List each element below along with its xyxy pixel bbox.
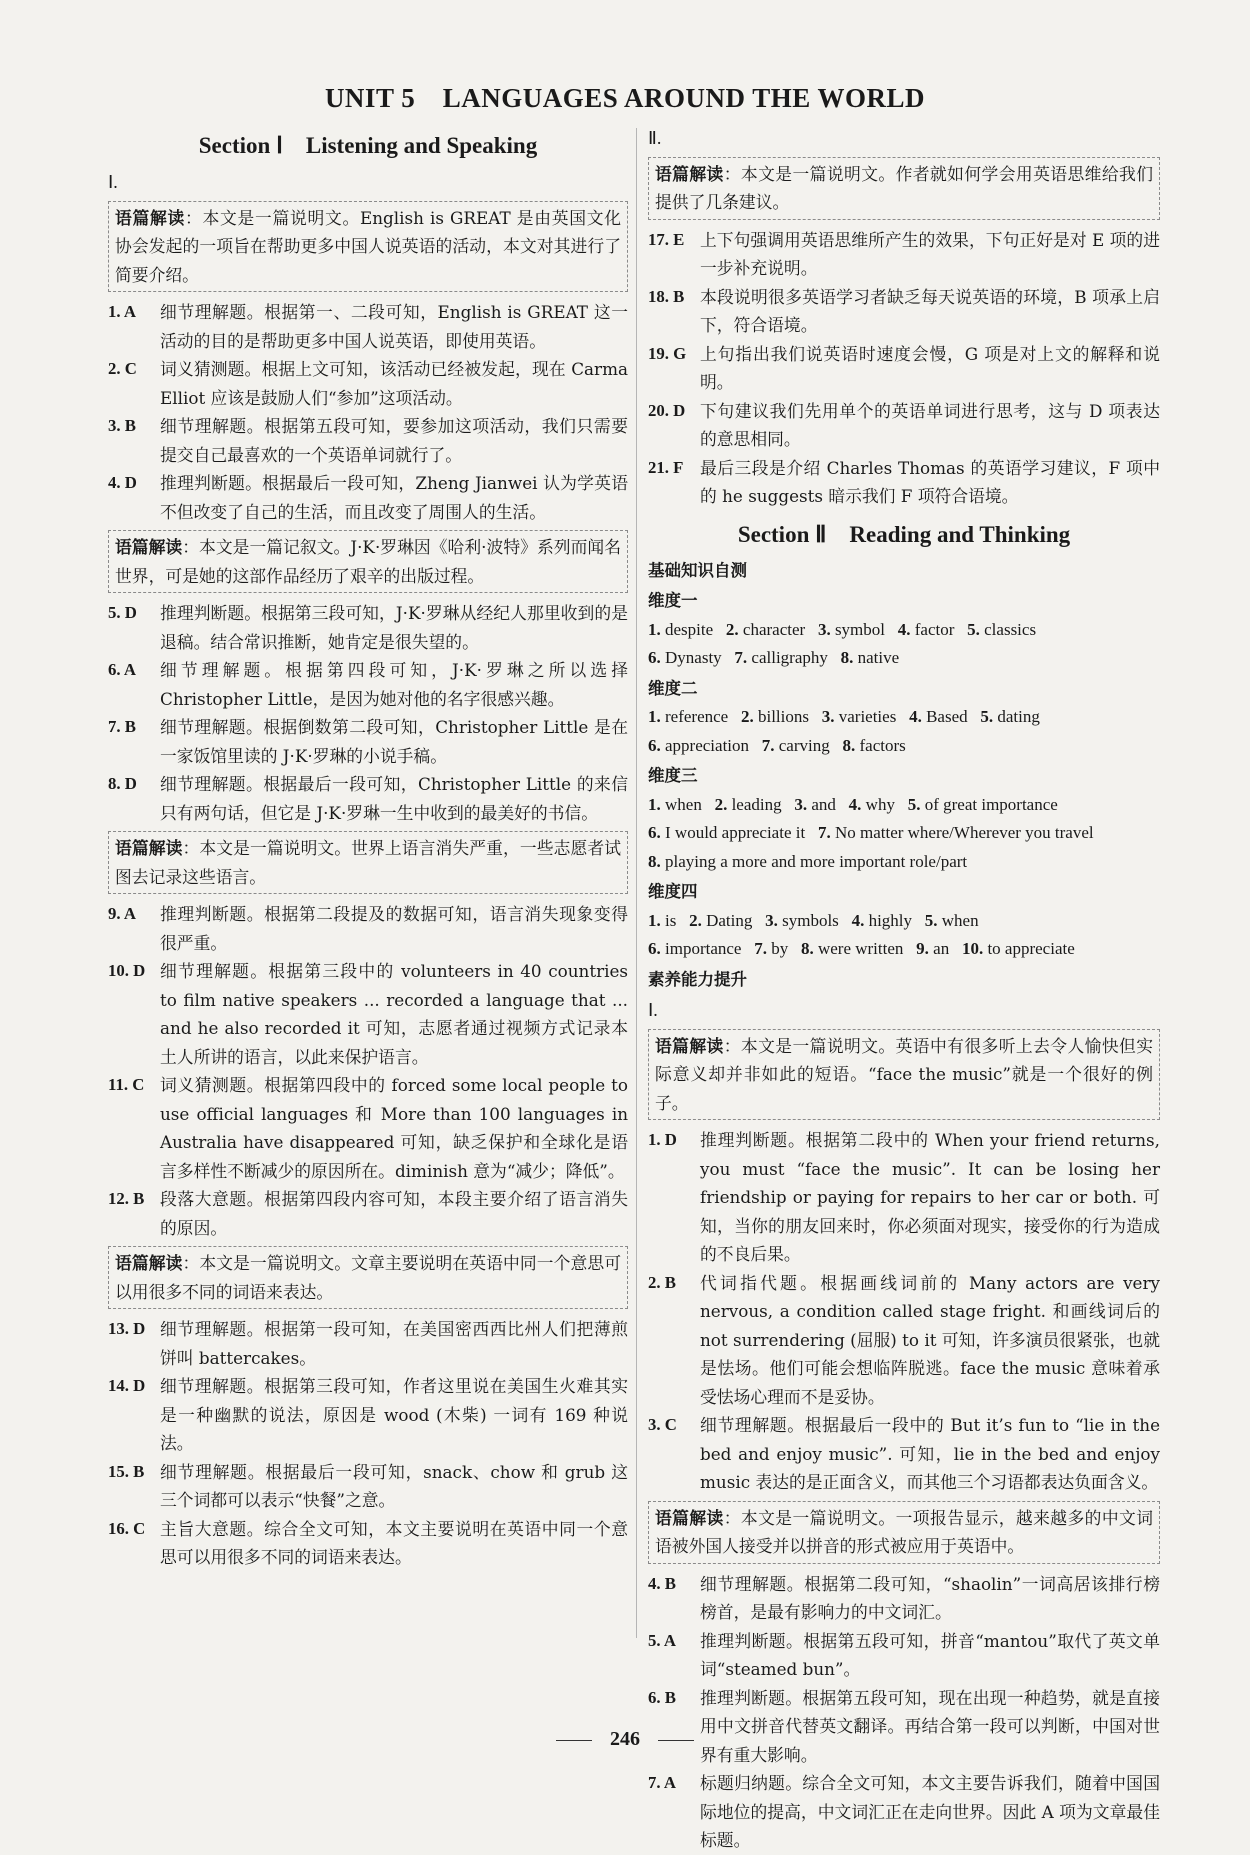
page-footer: [0, 1728, 1250, 1751]
answer-explanation: 细节理解题。根据第三段可知，作者这里说在美国生火难其实是一种幽默的说法，原因是 wood (木柴) 一词有 169 种说法。: [160, 1376, 628, 1453]
answer-explanation: 标题归纳题。综合全文可知，本文主要告诉我们，随着中国国际地位的提高，中文词汇正在走向世界。因此 A 项为文章最佳标题。: [700, 1773, 1160, 1850]
box-label: 语篇解读: [115, 207, 185, 228]
answer-explanation: 细节理解题。根据第一段可知，在美国密西西比州人们把薄煎饼叫 battercakes。: [160, 1319, 628, 1368]
left-column: [108, 122, 628, 1572]
fill-in-line: [648, 907, 1160, 936]
answer-explanation: 细节理解题。根据第三段中的 volunteers in 40 countries to film native speakers ... recorded a language that ... and he also recorded it 可知，志愿者通过视频方式记录本土人所讲的语言，以此来保护语言。: [160, 961, 628, 1067]
answer-number: 7. B: [108, 717, 136, 736]
answer-explanation: 最后三段是介绍 Charles Thomas 的英语学习建议，F 项中的 he suggests 暗示我们 F 项符合语境。: [700, 457, 1160, 506]
answer-explanation: 段落大意题。根据第四段内容可知，本段主要介绍了语言消失的原因。: [160, 1189, 628, 1238]
blank-answer: appreciation: [665, 735, 750, 755]
blank-number: 8.: [648, 851, 661, 871]
answer-list: [648, 226, 1160, 511]
answer-explanation: 代词指代题。根据画线词前的 Many actors are very nervous, a condition called stage fright. 和画线词后的 not surrendering (屈服) to it 可知，许多演员很紧张，也就是怯场。他们可能会想临阵脱逃。face the music 意味着承受怯场心理而不是妥协。: [700, 1272, 1160, 1407]
answer-explanation: 细节理解题。根据最后一段可知，snack、chow 和 grub 这三个词都可以表示“快餐”之意。: [160, 1461, 628, 1510]
blank-answer: carving: [778, 735, 830, 755]
box-label: 语篇解读: [115, 1253, 183, 1273]
blank-answer: native: [857, 648, 900, 667]
blank-answer: Dynasty: [665, 648, 722, 667]
answer-explanation: 推理判断题。根据第二段中的 When your friend returns, you must “face the music”. It can be losing her friendship or paying for repairs to her car or both. 可知，当你的朋友回来时，你必须面对现实，接受你的行为造成的不良后果。: [700, 1130, 1160, 1264]
answer-item: [108, 713, 628, 770]
blank-number: 7.: [754, 939, 767, 958]
blank-answer: importance: [665, 939, 742, 958]
box-label: 语篇解读: [655, 1035, 724, 1056]
answer-number: 9. A: [108, 904, 136, 923]
fill-in-line: [648, 644, 1160, 673]
blank-number: 7.: [734, 648, 748, 667]
blank-number: 7.: [761, 735, 775, 755]
blank-answer: symbol: [834, 619, 885, 639]
blank-number: 6.: [648, 648, 661, 667]
answer-number: 13. D: [108, 1319, 146, 1338]
blank-number: 7.: [817, 823, 831, 842]
page-number: 246: [610, 1728, 640, 1750]
blank-number: 2.: [714, 794, 728, 814]
blank-number: 5.: [980, 707, 994, 726]
fill-in-lines: [648, 907, 1160, 964]
answer-explanation: 细节理解题。根据倒数第二段可知，Christopher Little 是在一家饭馆里读的 J·K·罗琳的小说手稿。: [160, 717, 628, 766]
blank-number: 2.: [725, 619, 739, 639]
passage-analysis-box: [108, 530, 628, 593]
answer-item: [648, 283, 1160, 340]
dimension-2-label: 维度二: [648, 678, 698, 698]
answer-item: [648, 1269, 1160, 1412]
answer-explanation: 上下句强调用英语思维所产生的效果，下句正好是对 E 项的进一步补充说明。: [700, 229, 1160, 278]
answer-item: [648, 454, 1160, 511]
blank-number: 9.: [916, 939, 929, 958]
blank-answer: Dating: [706, 910, 753, 930]
blank-answer: when: [941, 910, 979, 930]
blank-answer: billions: [757, 707, 809, 726]
answer-number: 17. E: [648, 229, 685, 249]
blank-number: 1.: [648, 910, 661, 930]
answer-explanation: 下句建议我们先用单个的英语单词进行思考，这与 D 项表达的意思相同。: [700, 400, 1160, 449]
blank-answer: symbols: [782, 910, 839, 930]
answer-number: 8. D: [108, 774, 137, 793]
blank-number: 5.: [907, 794, 921, 814]
answer-explanation: 词义猜测题。根据上文可知，该活动已经被发起，现在 Carma Elliot 应该是鼓励人们“参加”这项活动。: [160, 359, 628, 408]
blank-answer: dating: [997, 707, 1040, 726]
answer-explanation: 词义猜测题。根据第四段中的 forced some local people to use official languages 和 More than 100 languages in Australia have disappeared 可知，缺乏保护和全球化是语言多样性不断减少的原因所在。diminish 意为“减少；降低”。: [160, 1075, 628, 1181]
blank-answer: factor: [914, 619, 955, 639]
answer-number: 19. G: [648, 343, 687, 363]
answer-explanation: 主旨大意题。综合全文可知，本文主要说明在英语中同一个意思可以用很多不同的词语来表达。: [160, 1518, 628, 1567]
answer-explanation: 本段说明很多英语学习者缺乏每天说英语的环境，B 项承上启下，符合语境。: [700, 286, 1160, 335]
answer-list: [108, 298, 628, 526]
answer-list: [108, 900, 628, 1242]
blank-number: 3.: [817, 619, 831, 639]
passage-analysis-box: [108, 831, 628, 894]
answer-number: 15. B: [108, 1461, 145, 1481]
ability-improvement-label: 素养能力提升: [648, 969, 747, 989]
answer-explanation: 细节理解题。根据第五段可知，要参加这项活动，我们只需要提交自己最喜欢的一个英语单词就行了。: [160, 416, 628, 465]
answer-item: [108, 656, 628, 713]
blank-number: 3.: [794, 794, 808, 814]
blank-answer: varieties: [838, 707, 897, 726]
blank-answer: No matter where/Wherever you travel: [834, 823, 1094, 842]
answer-item: [108, 298, 628, 355]
blank-number: 2.: [740, 707, 754, 726]
answer-item: [108, 1315, 628, 1372]
blank-answer: of great importance: [924, 794, 1058, 814]
answer-number: 1. A: [108, 302, 136, 321]
box-label: 语篇解读: [115, 537, 183, 557]
answer-number: 6. B: [648, 1687, 676, 1707]
blank-number: 4.: [848, 794, 862, 814]
blank-answer: calligraphy: [751, 648, 828, 667]
section-1-heading: Section Ⅰ Listening and Speaking: [198, 133, 538, 158]
answer-item: [108, 355, 628, 412]
blank-answer: leading: [731, 794, 782, 814]
answer-item: [648, 1411, 1160, 1497]
answer-item: [648, 1627, 1160, 1684]
blank-answer: Based: [926, 707, 968, 726]
part-label: Ⅰ.: [648, 1000, 658, 1020]
fill-in-line: [648, 732, 1160, 761]
passage-analysis-box: [648, 1029, 1160, 1121]
answer-item: [648, 1769, 1160, 1855]
fill-in-lines: [648, 703, 1160, 760]
blank-number: 3.: [821, 707, 835, 726]
answer-number: 5. D: [108, 603, 137, 622]
answer-explanation: 细节理解题。根据第二段可知，“shaolin”一词高居该排行榜榜首，是最有影响力的中文词汇。: [700, 1573, 1160, 1622]
blank-answer: were written: [817, 939, 904, 958]
answer-item: [108, 1515, 628, 1572]
answer-explanation: 推理判断题。根据第五段可知，现在出现一种趋势，就是直接用中文拼音代替英文翻译。再结合第一段可以判断，中国对世界有重大影响。: [700, 1687, 1160, 1765]
blank-number: 3.: [765, 910, 778, 930]
answer-explanation: 细节理解题。根据最后一段中的 But it’s fun to “lie in the bed and enjoy music”. 可知，lie in the bed and enjoy music 表达的是正面含义，而其他三个习语都表达负面含义。: [700, 1415, 1160, 1492]
blank-answer: despite: [665, 619, 714, 639]
blank-number: 5.: [924, 910, 938, 930]
unit-title: UNIT 5 LANGUAGES AROUND THE WORLD: [324, 83, 926, 113]
box-text: ：本文是一篇说明文。作者就如何学会用英语思维给我们提供了几条建议。: [655, 163, 1153, 212]
answer-number: 6. A: [108, 660, 136, 679]
answer-explanation: 推理判断题。根据第三段可知，J·K·罗琳从经纪人那里收到的是退稿。结合常识推断，她肯定是很失望的。: [160, 603, 628, 652]
answer-number: 5. A: [648, 1630, 676, 1650]
fill-in-lines: [648, 791, 1160, 877]
blank-number: 1.: [648, 619, 661, 639]
box-label: 语篇解读: [655, 1507, 724, 1528]
answer-item: [108, 900, 628, 957]
answer-explanation: 推理判断题。根据第二段提及的数据可知，语言消失现象变得很严重。: [160, 904, 628, 953]
blank-answer: by: [771, 939, 789, 958]
blank-answer: classics: [984, 619, 1037, 639]
answer-item: [108, 1458, 628, 1515]
answer-item: [108, 1185, 628, 1242]
fill-in-line: [648, 703, 1160, 732]
box-text: ：本文是一篇说明文。世界上语言消失严重，一些志愿者试图去记录这些语言。: [115, 838, 621, 887]
blank-number: 10.: [961, 939, 984, 958]
right-column: [648, 122, 1160, 1855]
answer-item: [648, 340, 1160, 397]
answer-item: [108, 957, 628, 1071]
answer-list: [108, 599, 628, 827]
answer-explanation: 推理判断题。根据最后一段可知，Zheng Jianwei 认为学英语不但改变了自己的生活，而且改变了周围人的生活。: [160, 473, 628, 522]
part-label: Ⅰ.: [108, 172, 118, 192]
passage-analysis-box: [108, 1246, 628, 1309]
box-label: 语篇解读: [655, 163, 724, 184]
answer-list: [648, 1126, 1160, 1497]
answer-item: [108, 412, 628, 469]
answer-explanation: 上句指出我们说英语时速度会慢，G 项是对上文的解释和说明。: [700, 343, 1160, 392]
blank-answer: to appreciate: [987, 939, 1075, 958]
blank-answer: playing a more and more important role/part: [665, 851, 968, 871]
blank-number: 8.: [842, 735, 856, 755]
answer-number: 2. C: [108, 359, 137, 378]
box-text: ：本文是一篇说明文。English is GREAT 是由英国文化协会发起的一项旨在帮助更多中国人说英语的活动，本文对其进行了简要介绍。: [115, 207, 621, 285]
answer-number: 3. B: [108, 416, 136, 435]
blank-answer: highly: [868, 910, 913, 930]
column-divider: [636, 128, 637, 1638]
answer-number: 2. B: [648, 1272, 676, 1292]
answer-list: [648, 1570, 1160, 1855]
answer-number: 1. D: [648, 1130, 677, 1149]
dimension-4-label: 维度四: [648, 882, 698, 901]
blank-answer: character: [742, 619, 806, 639]
answer-item: [648, 397, 1160, 454]
answer-number: 11. C: [108, 1075, 145, 1094]
answer-explanation: 细节理解题。根据第四段可知，J·K·罗琳之所以选择 Christopher Little，是因为她对他的名字很感兴趣。: [160, 660, 628, 709]
answer-number: 16. C: [108, 1518, 146, 1538]
answer-list: [108, 1315, 628, 1572]
answer-item: [648, 226, 1160, 283]
answer-number: 10. D: [108, 961, 146, 980]
answer-number: 18. B: [648, 286, 685, 306]
blank-number: 2.: [689, 910, 702, 930]
blank-number: 4.: [851, 910, 865, 930]
blank-answer: and: [811, 794, 836, 814]
passage-analysis-box: [108, 201, 628, 293]
box-label: 语篇解读: [115, 838, 183, 858]
blank-answer: is: [665, 910, 677, 930]
answer-number: 21. F: [648, 457, 684, 477]
blank-answer: reference: [665, 707, 729, 726]
answer-number: 14. D: [108, 1376, 146, 1395]
answer-item: [108, 1372, 628, 1458]
blank-number: 4.: [897, 619, 911, 639]
fill-in-lines: [648, 616, 1160, 673]
section-2-heading: Section Ⅱ Reading and Thinking: [737, 521, 1071, 547]
answer-explanation: 细节理解题。根据第一、二段可知，English is GREAT 这一活动的目的是帮助更多中国人说英语，即使用英语。: [160, 302, 628, 351]
fill-in-line: [648, 848, 1160, 877]
answer-number: 3. C: [648, 1415, 677, 1434]
blank-number: 6.: [648, 823, 661, 842]
box-text: ：本文是一篇记叙文。J·K·罗琳因《哈利·波特》系列而闻名世界，可是她的这部作品经历了艰辛的出版过程。: [115, 537, 621, 586]
answer-number: 20. D: [648, 400, 686, 420]
passage-analysis-box: [648, 1501, 1160, 1564]
basic-knowledge-label: 基础知识自测: [648, 560, 747, 580]
blank-number: 6.: [648, 735, 661, 755]
footer-dash: [556, 1740, 592, 1741]
blank-number: 6.: [648, 939, 661, 958]
box-text: ：本文是一篇说明文。一项报告显示，越来越多的中文词语被外国人接受并以拼音的形式被应用于英语中。: [655, 1507, 1153, 1556]
blank-number: 1.: [648, 707, 661, 726]
answer-item: [108, 770, 628, 827]
answer-number: 12. B: [108, 1189, 145, 1208]
answer-item: [648, 1126, 1160, 1269]
answer-explanation: 细节理解题。根据最后一段可知，Christopher Little 的来信只有两句话，但它是 J·K·罗琳一生中收到的最美好的书信。: [160, 774, 628, 823]
blank-answer: I would appreciate it: [665, 823, 806, 842]
answer-number: 4. D: [108, 473, 137, 492]
answer-item: [648, 1684, 1160, 1770]
fill-in-line: [648, 935, 1160, 964]
blank-number: 8.: [800, 939, 814, 958]
answer-item: [108, 469, 628, 526]
blank-number: 8.: [840, 648, 854, 667]
answer-number: 7. A: [648, 1773, 676, 1792]
answer-item: [108, 1071, 628, 1185]
blank-answer: when: [665, 794, 702, 814]
dimension-3-label: 维度三: [648, 766, 698, 785]
answer-number: 4. B: [648, 1573, 676, 1593]
part-label: Ⅱ.: [648, 128, 662, 148]
passage-analysis-box: [648, 157, 1160, 220]
answer-explanation: 推理判断题。根据第五段可知，拼音“mantou”取代了英文单词“steamed bun”。: [700, 1630, 1160, 1679]
fill-in-line: [648, 616, 1160, 645]
blank-answer: why: [865, 794, 895, 814]
answer-item: [648, 1570, 1160, 1627]
blank-number: 1.: [648, 794, 661, 814]
blank-answer: an: [933, 939, 950, 958]
fill-in-line: [648, 819, 1160, 848]
blank-answer: factors: [859, 735, 906, 755]
blank-number: 4.: [909, 707, 922, 726]
blank-number: 5.: [967, 619, 980, 639]
box-text: ：本文是一篇说明文。文章主要说明在英语中同一个意思可以用很多不同的词语来表达。: [115, 1253, 621, 1302]
answer-item: [108, 599, 628, 656]
footer-dash: [658, 1740, 694, 1741]
fill-in-line: [648, 791, 1160, 820]
box-text: ：本文是一篇说明文。英语中有很多听上去令人愉快但实际意义却并非如此的短语。“face the music”就是一个很好的例子。: [655, 1035, 1153, 1113]
dimension-1-label: 维度一: [648, 591, 698, 610]
